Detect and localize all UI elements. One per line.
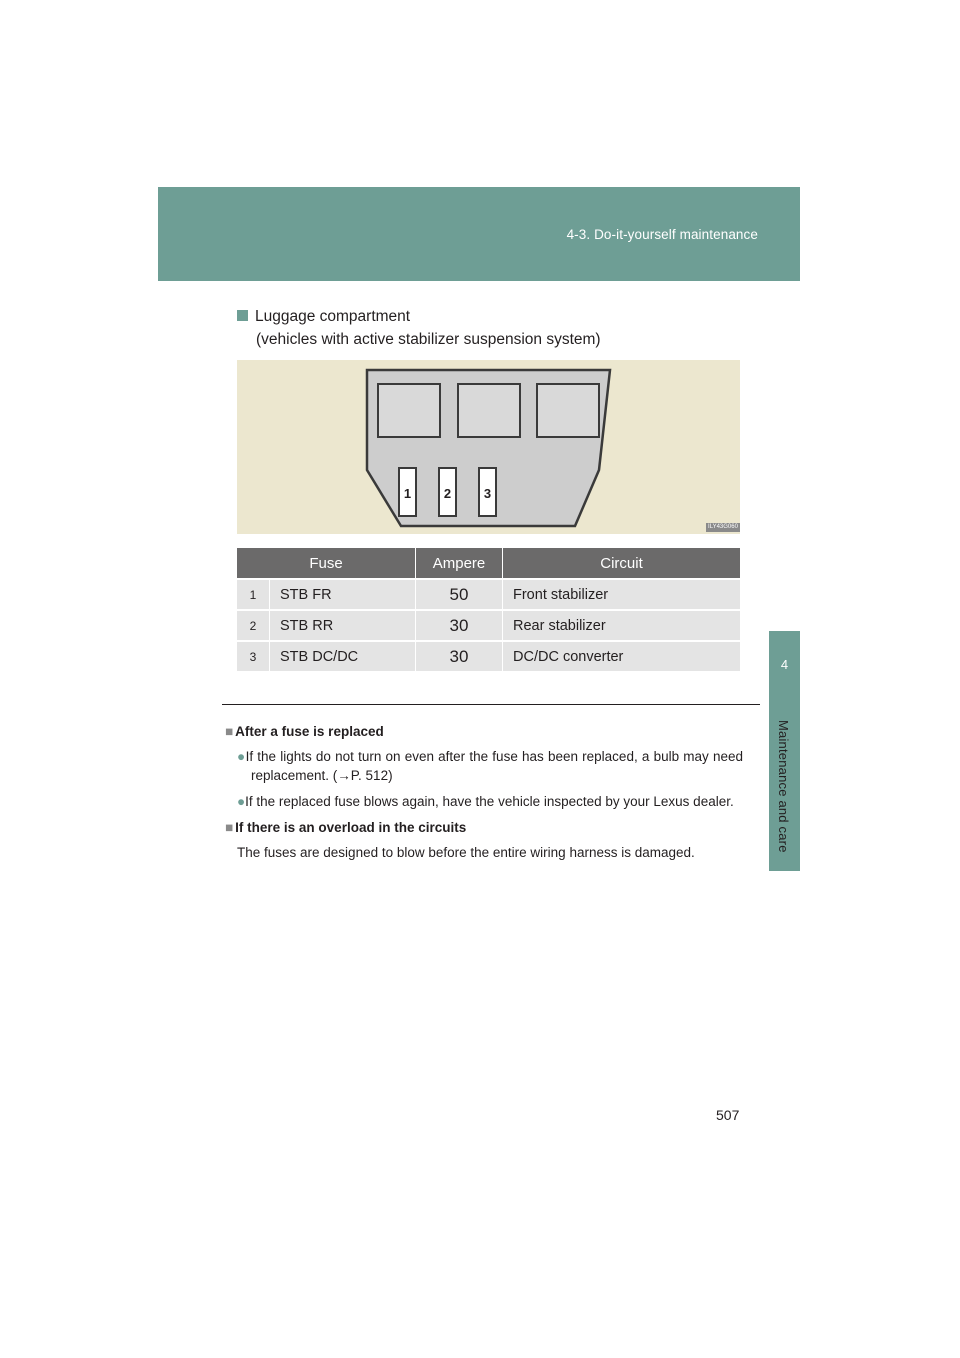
row-number: 3 bbox=[237, 640, 269, 671]
note-heading bbox=[225, 818, 743, 837]
fuse-table bbox=[237, 548, 740, 671]
circuit-name: Front stabilizer bbox=[502, 578, 740, 609]
header-circuit: Circuit bbox=[502, 548, 740, 578]
table-row bbox=[237, 609, 740, 640]
square-marker-icon: ■ bbox=[225, 724, 234, 739]
page-number: 507 bbox=[716, 1107, 740, 1123]
section-divider bbox=[222, 704, 760, 705]
fuse-name: STB FR bbox=[269, 578, 415, 609]
fuse-label-3: 3 bbox=[483, 486, 492, 501]
chapter-number: 4 bbox=[769, 645, 800, 685]
fuse-box-illustration bbox=[237, 360, 740, 534]
note-bullet bbox=[225, 792, 743, 811]
note-body: The fuses are designed to blow before the entire wiring harness is damaged. bbox=[237, 845, 695, 860]
fuse-name: STB DC/DC bbox=[269, 640, 415, 671]
bullet-dot-icon: ● bbox=[237, 749, 246, 764]
chapter-label: Maintenance and care bbox=[776, 720, 791, 853]
heading-line2: (vehicles with active stabilizer suspension system) bbox=[256, 331, 601, 348]
row-number: 2 bbox=[237, 609, 269, 640]
circuit-name: Rear stabilizer bbox=[502, 609, 740, 640]
fuse-label-1: 1 bbox=[403, 486, 412, 501]
ampere-value: 30 bbox=[415, 609, 502, 640]
diagram-code: ILY43G060 bbox=[706, 523, 740, 532]
bullet-dot-icon: ● bbox=[237, 794, 246, 809]
square-bullet-icon bbox=[237, 310, 248, 321]
note-heading-text: If there is an overload in the circuits bbox=[235, 820, 467, 835]
note-bullet bbox=[225, 747, 743, 785]
header-bar bbox=[158, 187, 800, 281]
notes-section bbox=[225, 722, 743, 862]
header-ampere: Ampere bbox=[415, 548, 502, 578]
row-number: 1 bbox=[237, 578, 269, 609]
table-row bbox=[237, 578, 740, 609]
section-heading bbox=[237, 305, 757, 351]
heading-line1: Luggage compartment bbox=[255, 308, 411, 325]
note-bullet-text: If the lights do not turn on even after the fuse has been replaced, a bulb may need replacement. (→P. 512) bbox=[245, 749, 743, 783]
header-fuse: Fuse bbox=[237, 548, 415, 578]
circuit-name: DC/DC converter bbox=[502, 640, 740, 671]
ampere-value: 30 bbox=[415, 640, 502, 671]
square-marker-icon: ■ bbox=[225, 820, 234, 835]
note-heading bbox=[225, 722, 743, 741]
section-title: 4-3. Do-it-yourself maintenance bbox=[566, 227, 758, 242]
table-header-row bbox=[237, 548, 740, 578]
note-heading-text: After a fuse is replaced bbox=[235, 724, 384, 739]
fuse-name: STB RR bbox=[269, 609, 415, 640]
fuse-label-2: 2 bbox=[443, 486, 452, 501]
fuse-box-diagram bbox=[237, 360, 740, 534]
table-row bbox=[237, 640, 740, 671]
note-bullet-text: If the replaced fuse blows again, have the vehicle inspected by your Lexus dealer. bbox=[245, 794, 734, 809]
ampere-value: 50 bbox=[415, 578, 502, 609]
